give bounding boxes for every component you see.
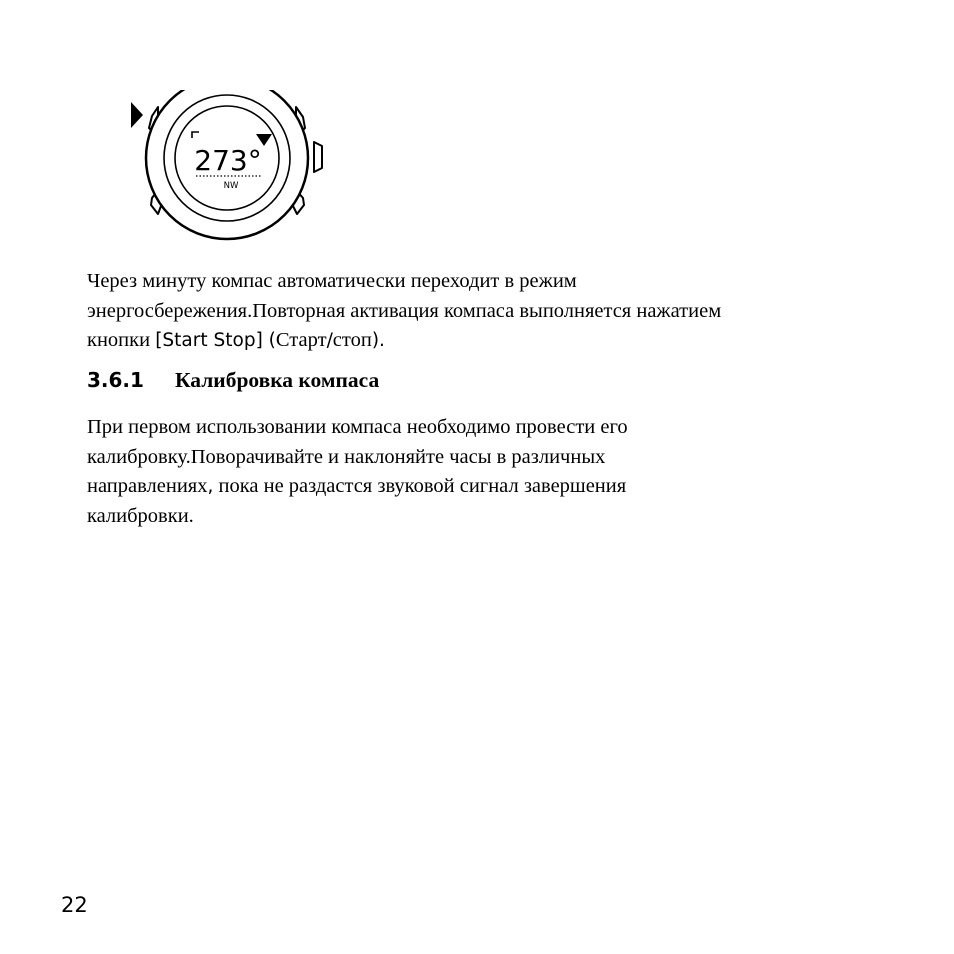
section-number: 3.6.1 bbox=[87, 368, 144, 392]
start-stop-key-label: [Start Stop] bbox=[155, 330, 263, 351]
intro-line-3 bbox=[87, 326, 721, 356]
body-line-2: калибровку.Поворачивайте и наклоняйте часы в различных bbox=[87, 445, 606, 468]
intro-close-paren: ). bbox=[371, 330, 385, 351]
intro-line-1: Через минуту компас автоматически переходит в режим bbox=[87, 270, 577, 292]
body-line-3-start: направлениях bbox=[87, 475, 208, 497]
section-heading bbox=[87, 365, 379, 395]
intro-line-2: энергосбережения.Повторная активация компаса выполняется нажатием bbox=[87, 299, 722, 322]
page-number: 22 bbox=[61, 893, 88, 917]
intro-paragraph bbox=[87, 267, 721, 356]
body-line-3-end: пока не раздастся звуковой сигнал завершения bbox=[213, 475, 627, 497]
stop-label-ru: стоп bbox=[332, 329, 372, 351]
calibration-paragraph bbox=[87, 413, 628, 531]
body-line-3-comma: , bbox=[207, 476, 214, 497]
intro-line-3-prefix: кнопки bbox=[87, 329, 156, 351]
button-pointer-icon bbox=[131, 102, 143, 128]
body-line-1: При первом использовании компаса необходимо провести его bbox=[87, 416, 628, 438]
watch-direction: NW bbox=[223, 181, 239, 191]
key-slash: / bbox=[326, 330, 333, 351]
intro-open-paren: ( bbox=[262, 330, 276, 351]
body-line-4: калибровки. bbox=[87, 504, 194, 527]
start-label-ru: Старт bbox=[275, 329, 327, 351]
watch-compass-figure bbox=[124, 90, 330, 250]
watch-side-button bbox=[314, 142, 322, 172]
section-title: Калибровка компаса bbox=[175, 368, 380, 392]
body-line-3 bbox=[87, 472, 628, 502]
watch-reading: 273° bbox=[194, 144, 262, 177]
